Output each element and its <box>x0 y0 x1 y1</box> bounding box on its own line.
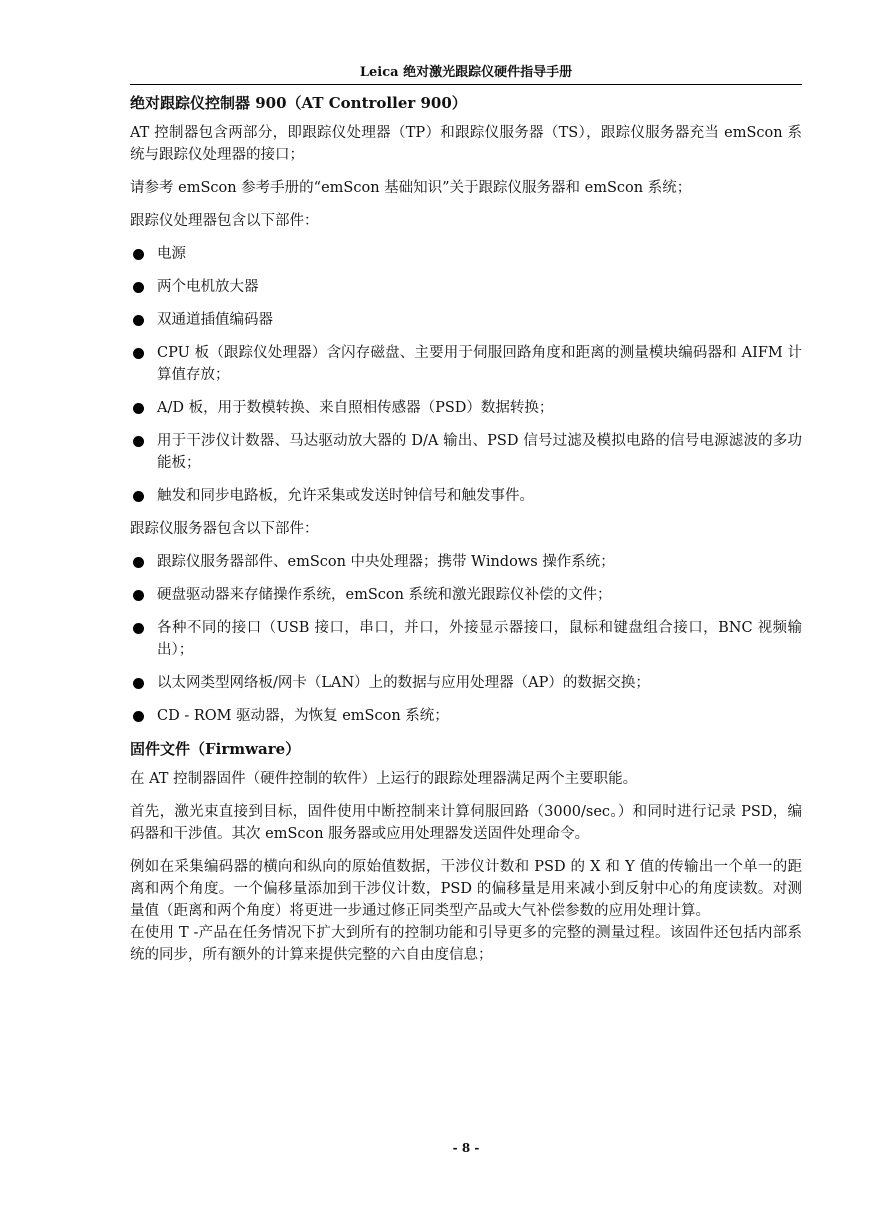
tp-bullet-list <box>130 243 802 507</box>
bullet-icon <box>133 678 144 689</box>
list-item: CD - ROM 驱动器，为恢复 emScon 系统； <box>130 705 802 727</box>
list-item: 用于干涉仪计数器、马达驱动放大器的 D/A 输出、PSD 信号过滤及模拟电路的信号电源滤波的多功能板； <box>130 430 802 474</box>
bullet-icon <box>133 623 144 634</box>
tp-list-intro: 跟踪仪处理器包含以下部件： <box>130 213 319 229</box>
page-content <box>130 92 802 977</box>
list-item: 触发和同步电路板，允许采集或发送时钟信号和触发事件。 <box>130 485 802 507</box>
section-heading-controller: 绝对跟踪仪控制器 900（AT Controller 900） <box>130 94 467 112</box>
bullet-icon <box>133 249 144 260</box>
bullet-icon <box>133 491 144 502</box>
bullet-icon <box>133 711 144 722</box>
list-item: 电源 <box>130 243 802 265</box>
bullet-icon <box>133 282 144 293</box>
bullet-icon <box>133 348 144 359</box>
ts-list-intro: 跟踪仪服务器包含以下部件： <box>130 521 319 537</box>
paragraph: 首先，激光束直接到目标，固件使用中断控制来计算伺服回路（3000/sec。）和同时进行记录 PSD，编码器和干涉值。其次 emScon 服务器或应用处理器发送固件处理命令。 <box>130 804 802 842</box>
list-item: 两个电机放大器 <box>130 276 802 298</box>
list-item: CPU 板（跟踪仪处理器）含闪存磁盘、主要用于伺服回路角度和距离的测量模块编码器和 AIFM 计算值存放； <box>130 342 802 386</box>
list-item: 硬盘驱动器来存储操作系统，emScon 系统和激光跟踪仪补偿的文件； <box>130 584 802 606</box>
paragraph: 请参考 emScon 参考手册的“emScon 基础知识”关于跟踪仪服务器和 emScon 系统； <box>130 180 692 196</box>
list-item: A/D 板，用于数模转换、来自照相传感器（PSD）数据转换； <box>130 397 802 419</box>
page-number: - 8 - <box>452 1141 480 1155</box>
list-item: 各种不同的接口（USB 接口，串口，并口，外接显示器接口，鼠标和键盘组合接口，BNC 视频输出）； <box>130 617 802 661</box>
paragraph: 在 AT 控制器固件（硬件控制的软件）上运行的跟踪处理器满足两个主要职能。 <box>130 771 638 787</box>
paragraph: AT 控制器包含两部分，即跟踪仪处理器（TP）和跟踪仪服务器（TS），跟踪仪服务器充当 emScon 系统与跟踪仪处理器的接口； <box>130 125 802 163</box>
header-rule <box>130 84 802 85</box>
list-item: 双通道插值编码器 <box>130 309 802 331</box>
bullet-icon <box>133 557 144 568</box>
ts-bullet-list <box>130 551 802 727</box>
paragraph: 例如在采集编码器的横向和纵向的原始值数据，干涉仪计数和 PSD 的 X 和 Y 值的传输出一个单一的距离和两个角度。一个偏移量添加到干涉仪计数，PSD 的偏移量是用来减小到反射中心的角度读数。对测量值（距离和两个角度）将更进一步通过修正同类型产品或大气补偿参数的应用处理计算。 <box>130 859 802 919</box>
list-item: 以太网类型网络板/网卡（LAN）上的数据与应用处理器（AP）的数据交换； <box>130 672 802 694</box>
page-header: Leica 绝对激光跟踪仪硬件指导手册 <box>359 65 573 80</box>
paragraph: 在使用 T -产品在任务情况下扩大到所有的控制功能和引导更多的完整的测量过程。该固件还包括内部系统的同步，所有额外的计算来提供完整的六自由度信息； <box>130 925 802 963</box>
bullet-icon <box>133 590 144 601</box>
section-heading-firmware: 固件文件（Firmware） <box>130 740 301 758</box>
bullet-icon <box>133 436 144 447</box>
list-item: 跟踪仪服务器部件、emScon 中央处理器；携带 Windows 操作系统； <box>130 551 802 573</box>
bullet-icon <box>133 403 144 414</box>
bullet-icon <box>133 315 144 326</box>
